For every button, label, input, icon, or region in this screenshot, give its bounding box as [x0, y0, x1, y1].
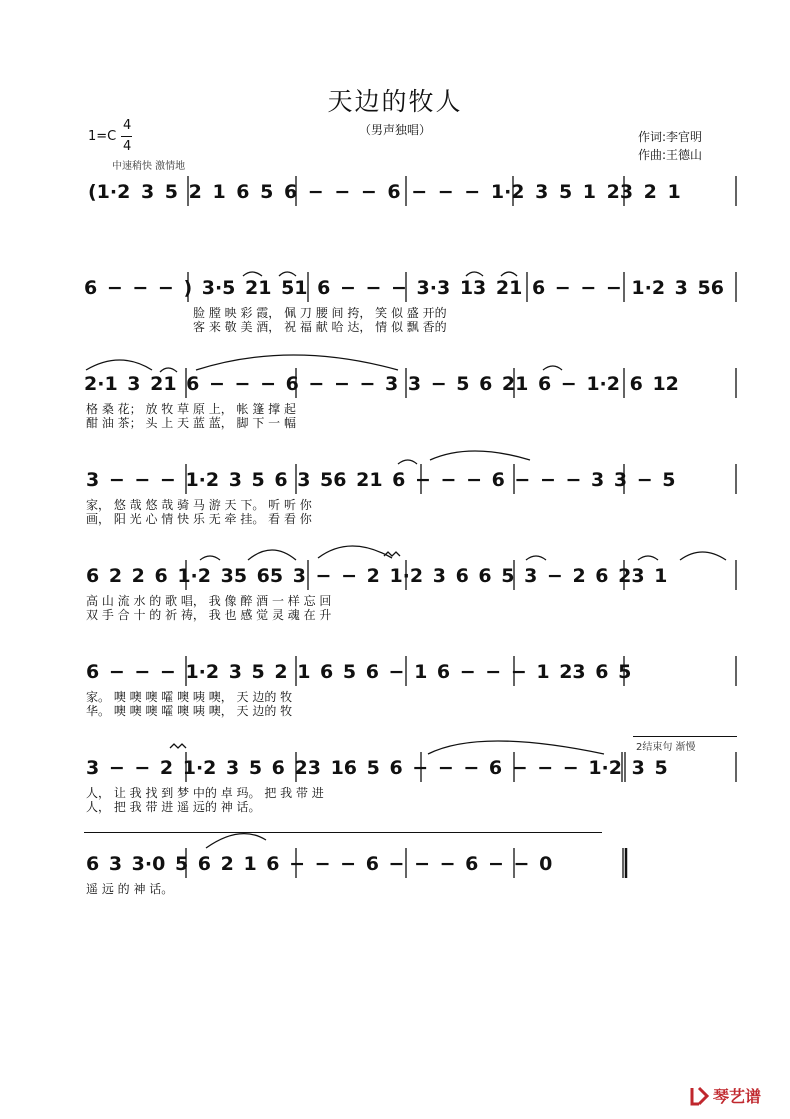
score-row-3-lyrics-2: 酣 油 茶； 头 上 天 蓝 蓝， 脚 下 一 幅 — [86, 416, 296, 430]
qinyipu-logo — [689, 1084, 781, 1108]
song-title: 天边的牧人 — [327, 87, 463, 116]
tempo-marking: 中速稍快 激情地 — [112, 161, 186, 172]
time-signature-bottom: 4 — [123, 139, 132, 154]
score-row-7-lyrics-1: 人， 让 我 找 到 梦 中的 卓 玛。 把 我 带 进 — [86, 786, 324, 800]
score-row-3-lyrics-1: 格 桑 花； 放 牧 草 原 上， 帐 篷 撑 起 — [86, 402, 296, 416]
score-row-2-lyrics-1: 脸 膛 映 彩 霞， 佩 刀 腰 间 挎， 笑 似 盛 开的 — [193, 306, 447, 320]
watermark-text: 琴艺谱 — [713, 1087, 762, 1106]
score-row-7-notes: 3 − − 2 1·2 3 5 6 23 16 5 6 − − − 6 − − − 1·2 3 5 — [86, 757, 668, 779]
score-row-6-notes: 6 − − − 1·2 3 5 2 1 6 5 6 − 1 6 − − − 1 23 6 5 — [86, 661, 632, 683]
time-signature-top: 4 — [123, 118, 132, 133]
score-row-8-notes: 6 3 3·0 5 6 2 1 6 − − − 6 − − − 6 − − 0 — [86, 853, 553, 875]
key-signature: 1=C — [88, 129, 117, 144]
score-row-3-notes: 2·1 3 21 6 − − − 6 − − − 3 3 − 5 6 21 6 − 1·2 6 12 — [84, 373, 679, 395]
lyricist: 作词:李官明 — [638, 130, 703, 144]
song-subtitle: （男声独唱） — [358, 123, 431, 137]
score-row-4-lyrics-2: 画， 阳 光 心 情 快 乐 无 牵 挂。 看 看 你 — [86, 512, 312, 526]
ending-label: 2结束句 渐慢 — [636, 742, 696, 753]
score-row-4-notes: 3 − − − 1·2 3 5 6 3 56 21 6 − − − 6 − − − 3 3 − 5 — [86, 469, 676, 491]
score-row-5-lyrics-2: 双 手 合 十 的 祈 祷， 我 也 感 觉 灵 魂 在 升 — [86, 608, 332, 622]
score-row-8-lyrics-1: 遥 远 的 神 话。 — [86, 882, 174, 896]
score-row-5-notes: 6 2 2 6 1·2 35 65 3 − − 2 1·2 3 6 6 5 3 − 2 6 23 1 — [86, 565, 668, 587]
score-row-2-notes: 6 − − − ) 3·5 21 51 6 − − − 3·3 13 21 6 − − − 1·2 3 56 — [84, 277, 724, 299]
score-row-4-lyrics-1: 家， 悠 哉 悠 哉 骑 马 游 天 下。 听 听 你 — [86, 498, 312, 512]
score-row-6-lyrics-1: 家。 噢 噢 噢 嚯 噢 咦 噢， 天 边的 牧 — [86, 690, 293, 704]
score-row-1-notes: (1·2 3 5 2 1 6 5 6 − − − 6 − − − 1·2 3 5 1 23 2 1 — [88, 181, 681, 203]
score-row-2-lyrics-2: 客 来 敬 美 酒， 祝 福 献 哈 达， 情 似 飘 香的 — [193, 320, 447, 334]
score-row-6-lyrics-2: 华。 噢 噢 噢 嚯 噢 咦 噢， 天 边的 牧 — [86, 704, 293, 718]
score-row-5-lyrics-1: 高 山 流 水 的 歌 唱， 我 像 醉 酒 一 样 忘 回 — [86, 594, 332, 608]
composer: 作曲:王德山 — [638, 148, 703, 162]
score-row-7-lyrics-2: 人， 把 我 带 进 遥 远的 神 话。 — [86, 800, 261, 814]
